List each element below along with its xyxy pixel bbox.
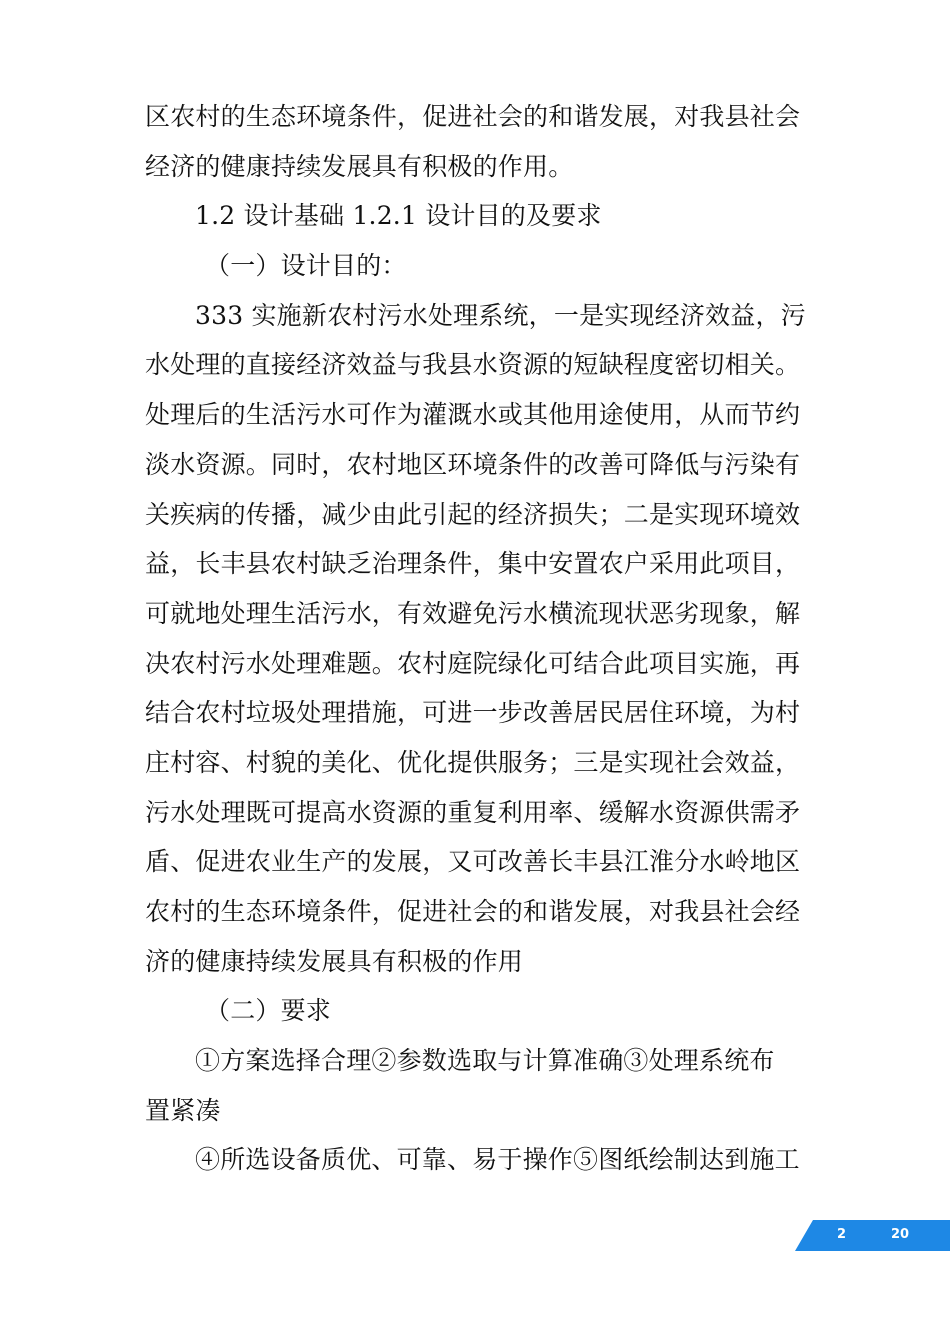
paragraph-start: ①方案选择合理②参数选取与计算准确③处理系统布 <box>195 1046 775 1076</box>
section-heading: 1.2 设计基础 1.2.1 设计目的及要求 <box>195 201 602 231</box>
text-line: 农村的生态环境条件，促进社会的和谐发展，对我县社会经 <box>145 897 801 926</box>
text-line: 置紧凑 <box>145 1095 221 1125</box>
paragraph-start: 333 实施新农村污水处理系统，一是实现经济效益，污 <box>195 300 806 330</box>
page-number-band-shape <box>795 1220 950 1251</box>
text-line: 区农村的生态环境条件，促进社会的和谐发展，对我县社会 <box>145 102 801 131</box>
text-line: 水处理的直接经济效益与我县水资源的短缺程度密切相关。 <box>145 350 801 380</box>
document-body <box>145 92 810 1185</box>
subsection-heading: （一）设计目的： <box>205 251 407 281</box>
text-line: 益，长丰县农村缺乏治理条件，集中安置农户采用此项目， <box>145 549 801 579</box>
text-line: 可就地处理生活污水，有效避免污水横流现状恶劣现象，解 <box>145 598 801 628</box>
text-line: 关疾病的传播，减少由此引起的经济损失；二是实现环境效 <box>145 499 801 529</box>
page-number-footer <box>795 1220 950 1251</box>
text-line: 结合农村垃圾处理措施，可进一步改善居民居住环境，为村 <box>145 698 801 728</box>
text-line: 淡水资源。同时，农村地区环境条件的改善可降低与污染有 <box>145 449 801 479</box>
page-number-band <box>795 1220 950 1251</box>
subsection-heading: （二）要求 <box>205 996 332 1026</box>
text-line: 污水处理既可提高水资源的重复利用率、缓解水资源供需矛 <box>145 797 801 827</box>
paragraph-start: ④所选设备质优、可靠、易于操作⑤图纸绘制达到施工 <box>195 1145 800 1175</box>
current-page-number: 2 <box>837 1227 847 1242</box>
text-line: 济的健康持续发展具有积极的作用 <box>145 946 524 976</box>
text-line: 处理后的生活污水可作为灌溉水或其他用途使用，从而节约 <box>145 400 801 430</box>
text-line: 庄村容、村貌的美化、优化提供服务；三是实现社会效益， <box>145 747 801 777</box>
text-line: 经济的健康持续发展具有积极的作用。 <box>145 151 574 181</box>
text-line: 盾、促进农业生产的发展，又可改善长丰县江淮分水岭地区 <box>145 847 801 877</box>
text-line: 决农村污水处理难题。农村庭院绿化可结合此项目实施，再 <box>145 648 801 678</box>
total-page-number: 20 <box>891 1227 910 1242</box>
